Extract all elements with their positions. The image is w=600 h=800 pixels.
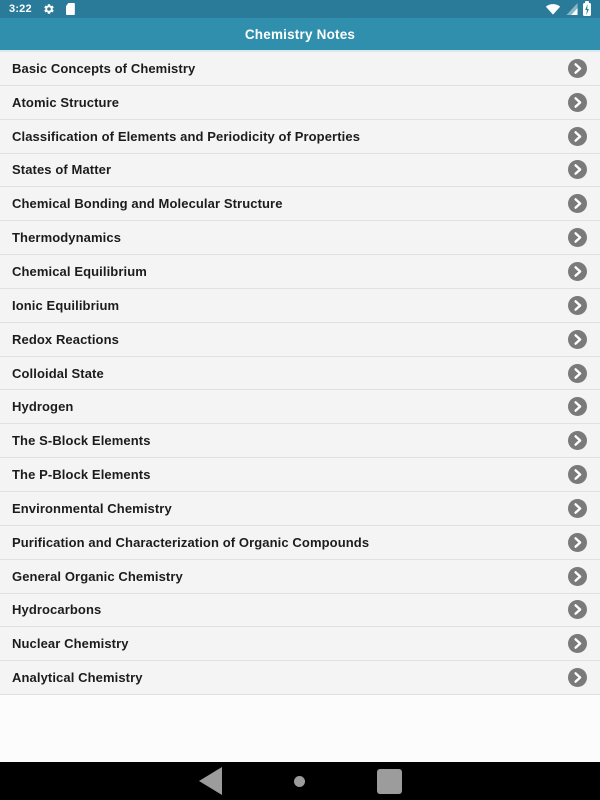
list-item[interactable] <box>0 661 600 695</box>
list-item[interactable] <box>0 289 600 323</box>
list-item-label: Environmental Chemistry <box>12 500 172 516</box>
empty-area <box>0 695 600 762</box>
chevron-right-icon <box>568 364 587 383</box>
chevron-right-icon <box>568 431 587 450</box>
back-icon[interactable] <box>199 767 222 795</box>
list-item-label: Chemical Bonding and Molecular Structure <box>12 196 283 212</box>
wifi-icon <box>545 3 561 15</box>
list-item[interactable] <box>0 492 600 526</box>
recents-icon[interactable] <box>377 769 402 794</box>
chevron-right-icon <box>568 296 587 315</box>
list-item[interactable] <box>0 120 600 154</box>
list-item-label: Classification of Elements and Periodicity of Properties <box>12 128 361 144</box>
chevron-right-icon <box>568 160 587 179</box>
list-item[interactable] <box>0 255 600 289</box>
chevron-right-icon <box>568 93 587 112</box>
list-item-label: Colloidal State <box>12 365 104 381</box>
chevron-right-icon <box>568 330 587 349</box>
list-item[interactable] <box>0 357 600 391</box>
list-item-label: Hydrocarbons <box>12 602 102 618</box>
chevron-right-icon <box>568 127 587 146</box>
list-item-label: General Organic Chemistry <box>12 568 183 584</box>
status-bar-right <box>545 3 591 16</box>
chapter-list <box>0 52 600 695</box>
chevron-right-icon <box>568 567 587 586</box>
status-bar-left <box>9 3 75 15</box>
list-item-label: Analytical Chemistry <box>12 670 143 686</box>
list-item[interactable] <box>0 187 600 221</box>
list-item-label: Thermodynamics <box>12 230 122 246</box>
list-item-label: Purification and Characterization of Organic Compounds <box>12 534 370 550</box>
list-item-label: Basic Concepts of Chemistry <box>12 60 196 76</box>
page-title: Chemistry Notes <box>244 26 356 42</box>
list-item[interactable] <box>0 154 600 188</box>
sim-card-icon <box>66 3 75 15</box>
status-bar <box>0 0 600 18</box>
list-item-label: The P-Block Elements <box>12 467 151 483</box>
list-item-label: Chemical Equilibrium <box>12 263 147 279</box>
chevron-right-icon <box>568 499 587 518</box>
list-item[interactable] <box>0 86 600 120</box>
chevron-right-icon <box>568 600 587 619</box>
list-item-label: The S-Block Elements <box>12 433 151 449</box>
list-item[interactable] <box>0 424 600 458</box>
list-item-label: Ionic Equilibrium <box>12 297 120 313</box>
list-item[interactable] <box>0 526 600 560</box>
list-item[interactable] <box>0 323 600 357</box>
list-item-label: States of Matter <box>12 162 112 178</box>
cellular-signal-icon <box>566 3 578 15</box>
chevron-right-icon <box>568 533 587 552</box>
chevron-right-icon <box>568 668 587 687</box>
list-item-label: Hydrogen <box>12 399 74 415</box>
list-item[interactable] <box>0 221 600 255</box>
chevron-right-icon <box>568 634 587 653</box>
chevron-right-icon <box>568 397 587 416</box>
list-item[interactable] <box>0 458 600 492</box>
list-item[interactable] <box>0 594 600 628</box>
clock-text: 3:22 <box>9 3 32 15</box>
chevron-right-icon <box>568 465 587 484</box>
list-item[interactable] <box>0 390 600 424</box>
list-item-label: Redox Reactions <box>12 331 119 347</box>
home-icon[interactable] <box>294 776 305 787</box>
list-item[interactable] <box>0 627 600 661</box>
app-bar <box>0 18 600 52</box>
chevron-right-icon <box>568 262 587 281</box>
chevron-right-icon <box>568 59 587 78</box>
chevron-right-icon <box>568 194 587 213</box>
android-navigation-bar <box>0 762 600 800</box>
list-item-label: Atomic Structure <box>12 94 120 110</box>
settings-gear-icon <box>43 3 55 15</box>
list-item[interactable] <box>0 560 600 594</box>
list-item-label: Nuclear Chemistry <box>12 636 129 652</box>
chevron-right-icon <box>568 228 587 247</box>
battery-charging-icon <box>583 3 591 16</box>
list-item[interactable] <box>0 52 600 86</box>
